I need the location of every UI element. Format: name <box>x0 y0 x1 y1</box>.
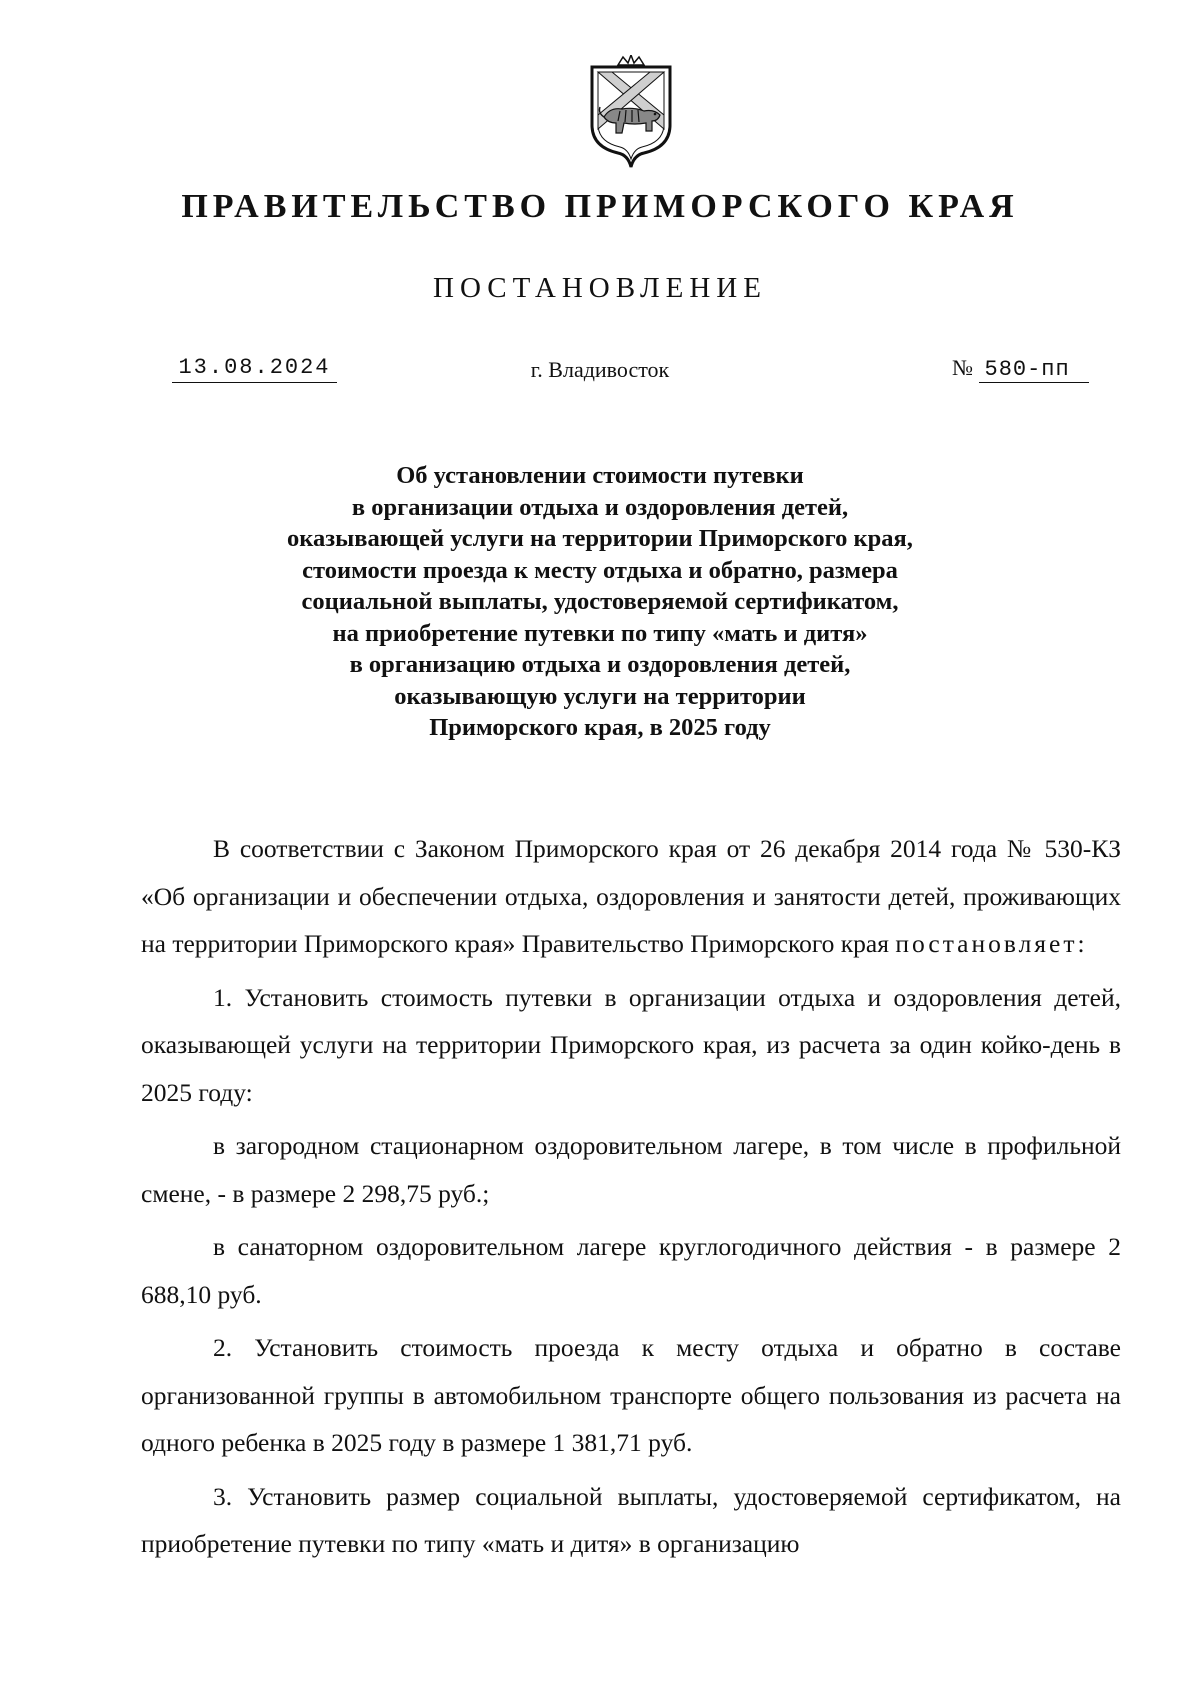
number-sign: № <box>952 355 973 380</box>
document-number <box>952 355 1102 383</box>
document-type: ПОСТАНОВЛЕНИЕ <box>433 272 767 304</box>
subject-line: на приобретение путевки по типу «мать и дитя» <box>332 619 868 647</box>
clause-1a: в загородном стационарном оздоровительном лагере, в том числе в профильной смене, - в размере 2 298,75 руб.; <box>141 1131 1121 1208</box>
subject-line: в организации отдыха и оздоровления детей, <box>351 493 849 521</box>
document-city: г. Владивосток <box>530 357 670 382</box>
clause-2: 2. Установить стоимость проезда к месту отдыха и обратно в составе организованной группы в автомобильном транспорте общего пользования из расчета на одного ребенка в 2025 году в размере 1 381,71 руб. <box>141 1333 1121 1457</box>
coat-of-arms-tiger-icon <box>568 55 694 175</box>
subject-line: стоимости проезда к месту отдыха и обратно, размера <box>302 556 898 584</box>
document-body <box>141 825 1121 1568</box>
preamble-paragraph <box>141 825 1121 968</box>
subject-line: в организацию отдыха и оздоровления детей, <box>349 651 851 678</box>
clause-1b: в санаторном оздоровительном лагере круглогодичного действия - в размере 2 688,10 руб. <box>141 1232 1121 1309</box>
subject-line: оказывающей услуги на территории Приморского края, <box>287 525 913 552</box>
preamble-text: В соответствии с Законом Приморского края от 26 декабря 2014 года № 530-КЗ «Об организации и обеспечении отдыха, оздоровления и занятости детей, проживающих на территории Приморского края» Правительство Приморского края <box>141 834 1121 958</box>
clause-1: 1. Установить стоимость путевки в организации отдыха и оздоровления детей, оказывающей услуги на территории Приморского края, из расчета за один койко-день в 2025 году: <box>141 982 1121 1107</box>
decree-word: постановляет: <box>895 929 1088 958</box>
government-title: ПРАВИТЕЛЬСТВО ПРИМОРСКОГО КРАЯ <box>181 188 1019 225</box>
subject-line: Об установлении стоимости путевки <box>396 462 804 489</box>
document-date: 13.08.2024 <box>172 355 337 383</box>
number-value: 580-пп <box>979 357 1089 383</box>
document-subject <box>200 460 1000 744</box>
subject-line: социальной выплаты, удостоверяемой сертификатом, <box>301 588 899 615</box>
subject-line: Приморского края, в 2025 году <box>429 714 771 741</box>
subject-line: оказывающую услуги на территории <box>394 682 806 710</box>
clause-3: 3. Установить размер социальной выплаты, удостоверяемой сертификатом, на приобретение путевки по типу «мать и дитя» в организацию <box>141 1481 1121 1558</box>
